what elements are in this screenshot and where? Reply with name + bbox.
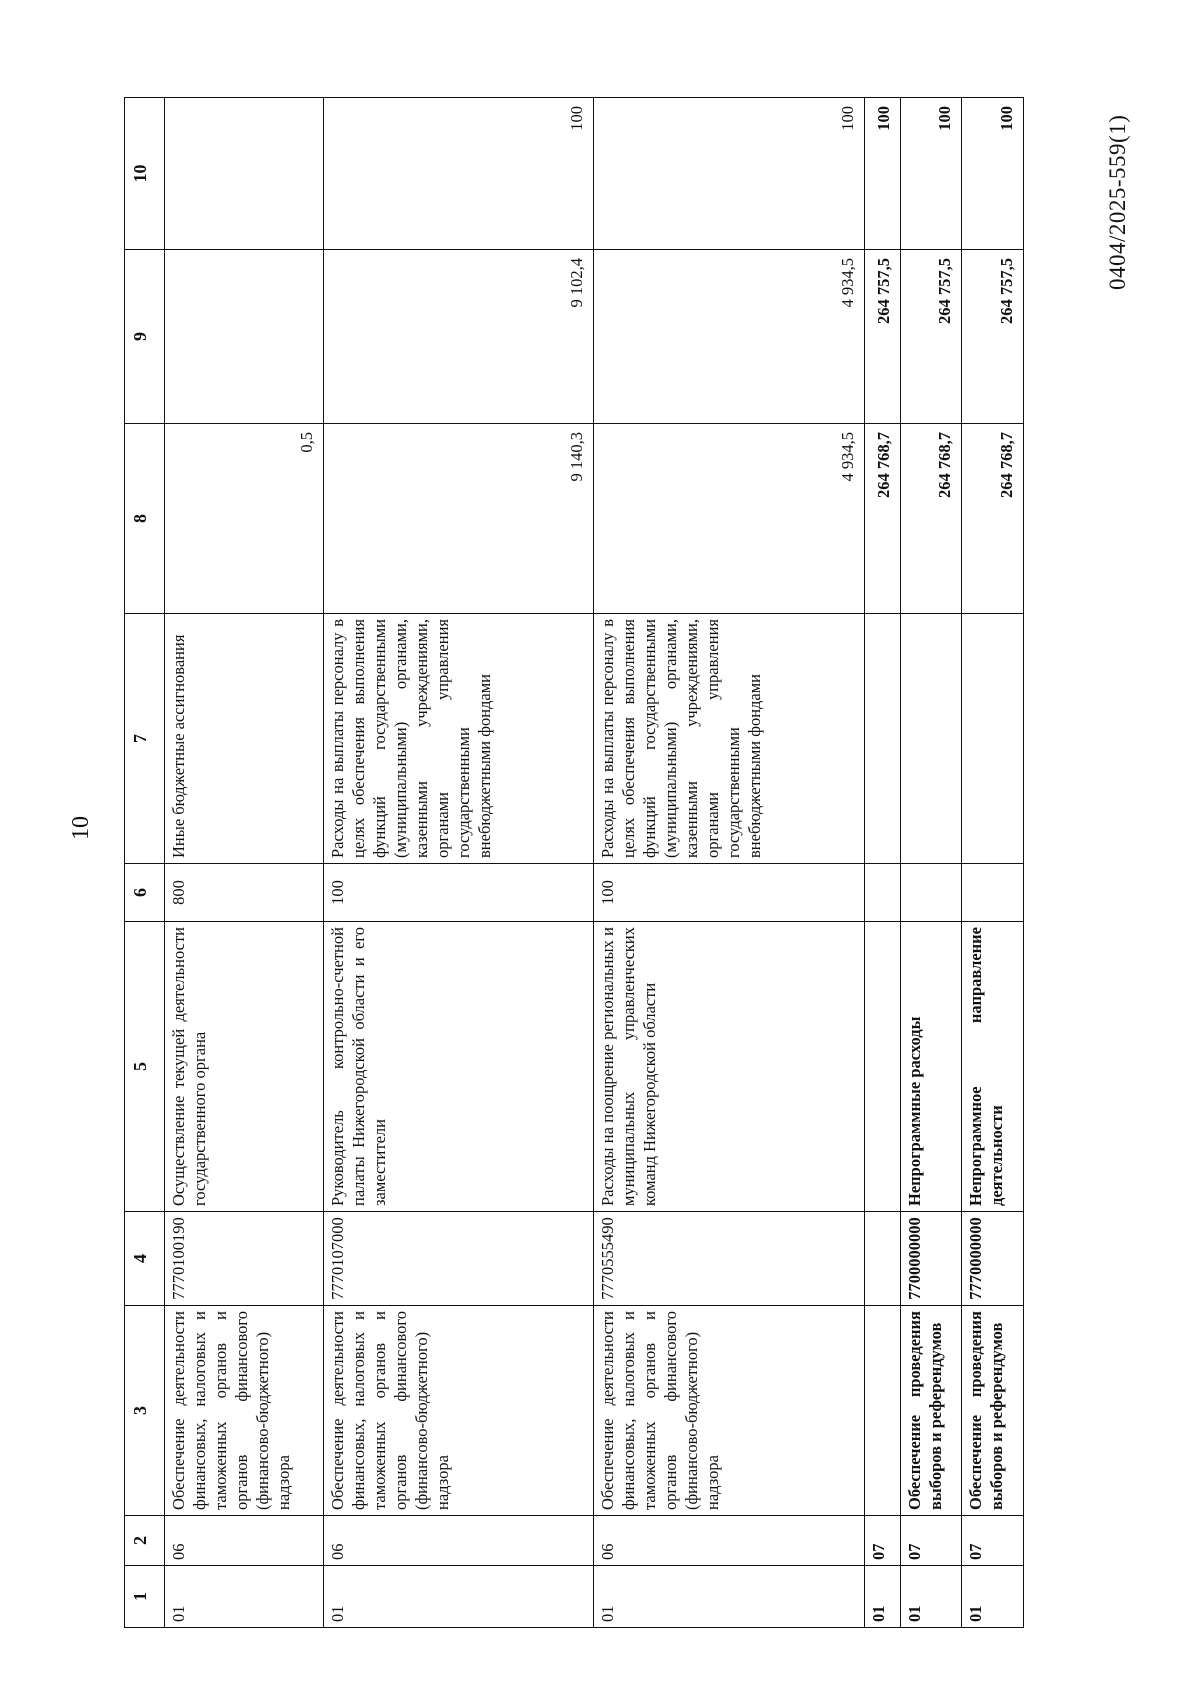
cell-approved-amount: 4 934,5 — [594, 424, 864, 614]
table-row — [962, 98, 1024, 1628]
header-col-10: 10 — [125, 98, 165, 250]
cell-section: 01 — [594, 1566, 864, 1628]
cell-expense-type-name: Расходы на выплаты персоналу в целях обеспечения выполнения функций государственными (муниципальными) органами, казенными учреждениями, органами управления государственными внебюджетными фондами — [594, 614, 864, 864]
cell-target-article — [864, 1212, 900, 1306]
cell-executed-amount: 4 934,5 — [594, 250, 864, 424]
cell-expense-type-name — [864, 614, 900, 864]
cell-subsection-name: Обеспечение деятельности финансовых, налоговых и таможенных органов и органов финансового (финансово-бюджетного) надзора — [165, 1306, 324, 1516]
header-col-1: 1 — [125, 1566, 165, 1628]
header-col-2: 2 — [125, 1516, 165, 1566]
cell-subsection: 06 — [594, 1516, 864, 1566]
cell-expense-type: 100 — [594, 864, 864, 922]
table-row — [324, 98, 594, 1628]
cell-subsection: 07 — [864, 1516, 900, 1566]
cell-expense-type-name — [900, 614, 962, 864]
table-row — [594, 98, 864, 1628]
cell-approved-amount: 264 768,7 — [864, 424, 900, 614]
cell-approved-amount: 264 768,7 — [900, 424, 962, 614]
cell-subsection-name — [864, 1306, 900, 1516]
cell-article-name — [864, 922, 900, 1212]
header-col-7: 7 — [125, 614, 165, 864]
cell-subsection: 07 — [962, 1516, 1024, 1566]
table-row — [864, 98, 900, 1628]
cell-executed-amount: 9 102,4 — [324, 250, 594, 424]
cell-article-name: Руководитель контрольно-счетной палаты Нижегородской области и его заместители — [324, 922, 594, 1212]
cell-execution-percent: 100 — [324, 98, 594, 250]
cell-article-name: Непрограммные расходы — [900, 922, 962, 1212]
cell-executed-amount: 264 757,5 — [864, 250, 900, 424]
cell-subsection-name: Обеспечение проведения выборов и референдумов — [900, 1306, 962, 1516]
cell-section: 01 — [324, 1566, 594, 1628]
cell-section: 01 — [962, 1566, 1024, 1628]
cell-approved-amount: 0,5 — [165, 424, 324, 614]
cell-subsection: 07 — [900, 1516, 962, 1566]
cell-section: 01 — [900, 1566, 962, 1628]
cell-execution-percent: 100 — [594, 98, 864, 250]
document-code: 0404/2025-559(1) — [1105, 114, 1130, 290]
cell-executed-amount: 264 757,5 — [900, 250, 962, 424]
budget-table-container — [124, 98, 1024, 1628]
budget-table — [124, 97, 1024, 1628]
cell-expense-type-name — [962, 614, 1024, 864]
header-col-3: 3 — [125, 1306, 165, 1516]
cell-subsection: 06 — [324, 1516, 594, 1566]
cell-article-name: Расходы на поощрение региональных и муниципальных управленческих команд Нижегородской области — [594, 922, 864, 1212]
cell-section: 01 — [864, 1566, 900, 1628]
cell-target-article: 7770107000 — [324, 1212, 594, 1306]
cell-execution-percent: 100 — [864, 98, 900, 250]
cell-target-article: 7770100190 — [165, 1212, 324, 1306]
cell-approved-amount: 264 768,7 — [962, 424, 1024, 614]
cell-execution-percent: 100 — [900, 98, 962, 250]
cell-expense-type-name: Иные бюджетные ассигнования — [165, 614, 324, 864]
cell-subsection-name: Обеспечение проведения выборов и референдумов — [962, 1306, 1024, 1516]
table-row — [900, 98, 962, 1628]
cell-execution-percent: 100 — [962, 98, 1024, 250]
cell-article-name: Непрограммное направление деятельности — [962, 922, 1024, 1212]
cell-target-article: 7770555490 — [594, 1212, 864, 1306]
cell-expense-type: 800 — [165, 864, 324, 922]
cell-article-name: Осуществление текущей деятельности государственного органа — [165, 922, 324, 1212]
header-row — [125, 98, 165, 1628]
cell-executed-amount — [165, 250, 324, 424]
header-col-4: 4 — [125, 1212, 165, 1306]
cell-expense-type — [864, 864, 900, 922]
table-row — [165, 98, 324, 1628]
header-col-6: 6 — [125, 864, 165, 922]
cell-expense-type-name: Расходы на выплаты персоналу в целях обеспечения выполнения функций государственными (муниципальными) органами, казенными учреждениями, органами управления государственными внебюджетными фондами — [324, 614, 594, 864]
cell-approved-amount: 9 140,3 — [324, 424, 594, 614]
cell-subsection-name: Обеспечение деятельности финансовых, налоговых и таможенных органов и органов финансового (финансово-бюджетного) надзора — [324, 1306, 594, 1516]
cell-target-article: 7770000000 — [962, 1212, 1024, 1306]
cell-expense-type — [962, 864, 1024, 922]
cell-target-article: 7700000000 — [900, 1212, 962, 1306]
header-col-5: 5 — [125, 922, 165, 1212]
cell-execution-percent — [165, 98, 324, 250]
cell-section: 01 — [165, 1566, 324, 1628]
cell-executed-amount: 264 757,5 — [962, 250, 1024, 424]
cell-subsection: 06 — [165, 1516, 324, 1566]
header-col-9: 9 — [125, 250, 165, 424]
header-col-8: 8 — [125, 424, 165, 614]
cell-expense-type — [900, 864, 962, 922]
cell-expense-type: 100 — [324, 864, 594, 922]
cell-subsection-name: Обеспечение деятельности финансовых, налоговых и таможенных органов и органов финансового (финансово-бюджетного) надзора — [594, 1306, 864, 1516]
page-number: 10 — [68, 816, 94, 840]
